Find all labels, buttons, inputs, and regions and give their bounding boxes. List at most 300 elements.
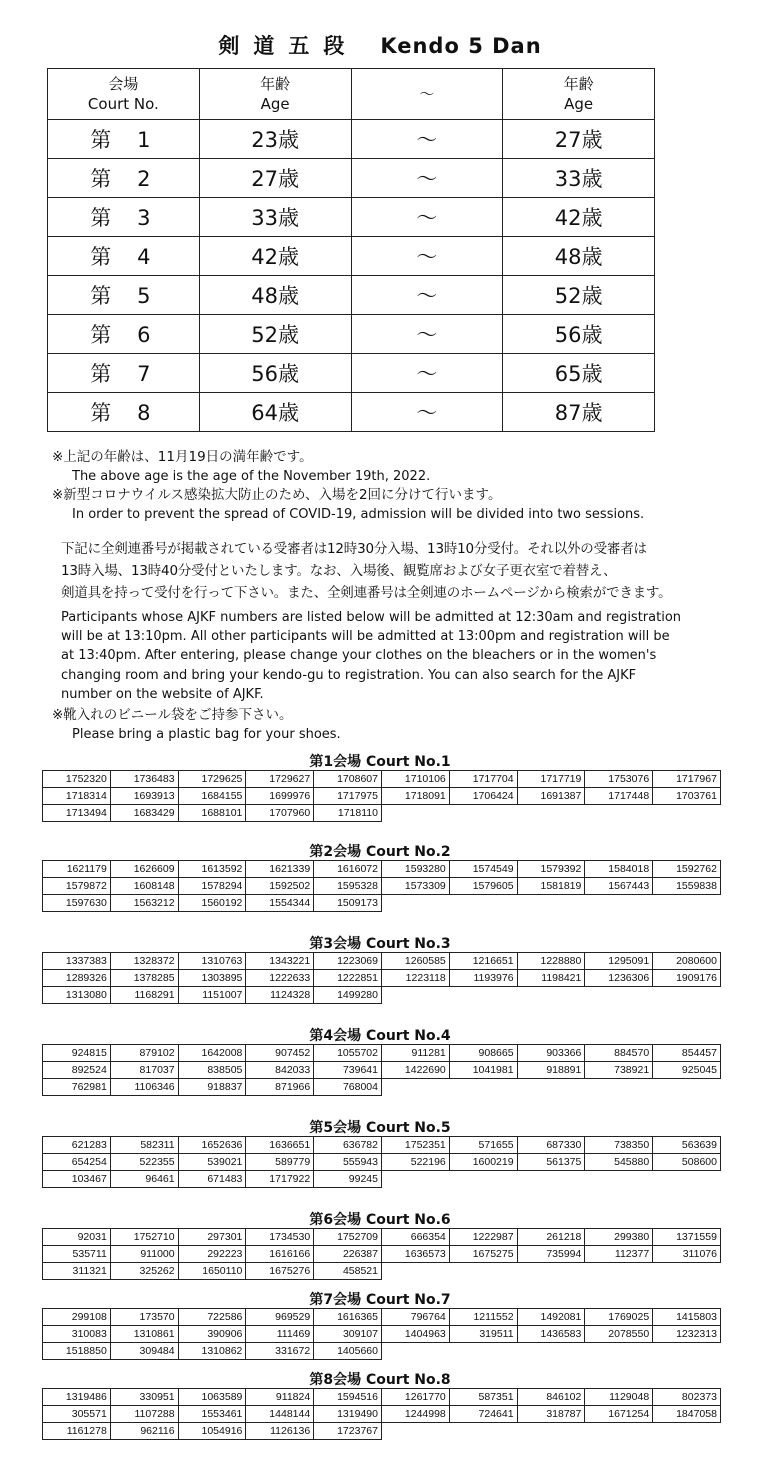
ajkf-number-cell: 1222851	[314, 970, 382, 987]
ajkf-number-cell: 1734530	[246, 1229, 314, 1246]
ajkf-number-cell: 1337383	[43, 953, 111, 970]
ajkf-number-cell: 2078550	[585, 1326, 653, 1343]
ajkf-number-cell: 325262	[110, 1263, 178, 1280]
ajkf-number-cell: 297301	[178, 1229, 246, 1246]
ajkf-number-cell: 319511	[449, 1326, 517, 1343]
empty-cell	[585, 1343, 653, 1360]
court-cell: 第4	[48, 237, 200, 276]
ajkf-number-cell: 1650110	[178, 1263, 246, 1280]
court-cell: 第8	[48, 393, 200, 432]
ajkf-number-cell: 1216651	[449, 953, 517, 970]
ajkf-number-cell: 1671254	[585, 1406, 653, 1423]
ajkf-number-cell: 1753076	[585, 771, 653, 788]
court-number-table	[42, 1308, 721, 1360]
ajkf-number-cell: 817037	[110, 1062, 178, 1079]
ajkf-number-cell: 1717704	[449, 771, 517, 788]
court-cell: 第7	[48, 354, 200, 393]
ajkf-number-cell: 1616072	[314, 861, 382, 878]
ajkf-number-cell: 555943	[314, 1154, 382, 1171]
paragraph-en-line: Participants whose AJKF numbers are listed below will be admitted at 12:30am and registration	[61, 610, 682, 625]
ajkf-number-cell: 768004	[314, 1079, 382, 1096]
ajkf-number-cell: 1717922	[246, 1171, 314, 1188]
paragraph-ja-line: 剣道具を持って受付を行って下さい。また、全剣連番号は全剣連のホームページから検索ができます。	[61, 585, 672, 601]
ajkf-number-cell: 1404963	[381, 1326, 449, 1343]
ajkf-number-cell: 1310862	[178, 1343, 246, 1360]
ajkf-number-cell: 1499280	[314, 987, 382, 1004]
ajkf-number-cell: 112377	[585, 1246, 653, 1263]
age-to-cell: 56歳	[503, 315, 655, 354]
ajkf-number-cell: 539021	[178, 1154, 246, 1171]
ajkf-number-cell: 908665	[449, 1045, 517, 1062]
ajkf-number-cell: 589779	[246, 1154, 314, 1171]
empty-cell	[653, 895, 721, 912]
ajkf-number-cell: 907452	[246, 1045, 314, 1062]
ajkf-number-cell: 1699976	[246, 788, 314, 805]
empty-cell	[381, 805, 449, 822]
tilde-cell: ～	[351, 198, 503, 237]
ajkf-number-cell: 1303895	[178, 970, 246, 987]
ajkf-number-cell: 1168291	[110, 987, 178, 1004]
ajkf-number-cell: 1295091	[585, 953, 653, 970]
ajkf-number-cell: 884570	[585, 1045, 653, 1062]
ajkf-number-cell: 1593280	[381, 861, 449, 878]
ajkf-number-cell: 918837	[178, 1079, 246, 1096]
ajkf-number-cell: 292223	[178, 1246, 246, 1263]
shoes-note-en: Please bring a plastic bag for your shoes.	[72, 727, 341, 742]
ajkf-number-cell: 1752709	[314, 1229, 382, 1246]
ajkf-number-cell: 111469	[246, 1326, 314, 1343]
ajkf-number-cell: 1041981	[449, 1062, 517, 1079]
ajkf-number-cell: 911281	[381, 1045, 449, 1062]
ajkf-number-cell: 390906	[178, 1326, 246, 1343]
empty-cell	[585, 895, 653, 912]
table-row	[43, 1062, 721, 1079]
table-row	[43, 1229, 721, 1246]
ajkf-number-cell: 1684155	[178, 788, 246, 805]
empty-cell	[653, 1263, 721, 1280]
table-row	[43, 771, 721, 788]
ajkf-number-cell: 1729625	[178, 771, 246, 788]
ajkf-number-cell: 1642008	[178, 1045, 246, 1062]
empty-cell	[381, 1079, 449, 1096]
ajkf-number-cell: 299108	[43, 1309, 111, 1326]
ajkf-number-cell: 1752710	[110, 1229, 178, 1246]
ajkf-number-cell: 1567443	[585, 878, 653, 895]
empty-cell	[653, 1423, 721, 1440]
note-covid-ja: ※新型コロナウイルス感染拡大防止のため、入場を2回に分けて行います。	[52, 487, 502, 503]
ajkf-number-cell: 879102	[110, 1045, 178, 1062]
ajkf-number-cell: 1573309	[381, 878, 449, 895]
ajkf-number-cell: 924815	[43, 1045, 111, 1062]
ajkf-number-cell: 654254	[43, 1154, 111, 1171]
ajkf-number-cell: 735994	[517, 1246, 585, 1263]
ajkf-number-cell: 1636573	[381, 1246, 449, 1263]
ajkf-number-cell: 1691387	[517, 788, 585, 805]
ajkf-number-cell: 522355	[110, 1154, 178, 1171]
paragraph-en-line: will be at 13:10pm. All other participants will be admitted at 13:00pm and registration will be	[61, 629, 670, 645]
table-row	[43, 1309, 721, 1326]
tilde-cell: ～	[351, 120, 503, 159]
header-tilde: ～	[351, 69, 503, 120]
ajkf-number-cell: 842033	[246, 1062, 314, 1079]
ajkf-number-cell: 1509173	[314, 895, 382, 912]
ajkf-number-cell: 1626609	[110, 861, 178, 878]
ajkf-number-cell: 838505	[178, 1062, 246, 1079]
court-cell: 第2	[48, 159, 200, 198]
age-row	[48, 393, 655, 432]
ajkf-number-cell: 1579392	[517, 861, 585, 878]
empty-cell	[653, 805, 721, 822]
age-row	[48, 198, 655, 237]
court-number-table	[42, 1044, 721, 1096]
age-to-cell: 65歳	[503, 354, 655, 393]
ajkf-number-cell: 925045	[653, 1062, 721, 1079]
age-from-cell: 23歳	[199, 120, 351, 159]
ajkf-number-cell: 722586	[178, 1309, 246, 1326]
court-cell: 第6	[48, 315, 200, 354]
ajkf-number-cell: 1124328	[246, 987, 314, 1004]
tilde-cell: ～	[351, 393, 503, 432]
court-number-table	[42, 952, 721, 1004]
ajkf-number-cell: 1193976	[449, 970, 517, 987]
ajkf-number-cell: 666354	[381, 1229, 449, 1246]
table-row	[43, 987, 721, 1004]
tilde-cell: ～	[351, 159, 503, 198]
ajkf-number-cell: 1581819	[517, 878, 585, 895]
court-title: 第8会場 Court No.8	[309, 1372, 451, 1388]
table-row	[43, 1246, 721, 1263]
court-title: 第3会場 Court No.3	[309, 936, 451, 952]
header-age-from: 年齢 Age	[199, 69, 351, 120]
age-row	[48, 354, 655, 393]
ajkf-number-cell: 311321	[43, 1263, 111, 1280]
ajkf-number-cell: 1151007	[178, 987, 246, 1004]
ajkf-number-cell: 1055702	[314, 1045, 382, 1062]
ajkf-number-cell: 1706424	[449, 788, 517, 805]
ajkf-number-cell: 1594516	[314, 1389, 382, 1406]
shoes-note	[52, 706, 341, 744]
title-en: Kendo 5 Dan	[380, 34, 542, 58]
ajkf-number-cell: 1909176	[653, 970, 721, 987]
ajkf-number-cell: 969529	[246, 1309, 314, 1326]
ajkf-number-cell: 330951	[110, 1389, 178, 1406]
ajkf-number-cell: 1063589	[178, 1389, 246, 1406]
age-to-cell: 42歳	[503, 198, 655, 237]
table-row	[43, 953, 721, 970]
ajkf-number-cell: 1636651	[246, 1137, 314, 1154]
ajkf-number-cell: 1688101	[178, 805, 246, 822]
ajkf-number-cell: 311076	[653, 1246, 721, 1263]
empty-cell	[381, 987, 449, 1004]
ajkf-number-cell: 1703761	[653, 788, 721, 805]
ajkf-number-cell: 724641	[449, 1406, 517, 1423]
ajkf-number-cell: 1718091	[381, 788, 449, 805]
paragraph-en-line: at 13:40pm. After entering, please change your clothes on the bleachers or in the women's	[61, 648, 657, 664]
ajkf-number-cell: 871966	[246, 1079, 314, 1096]
ajkf-number-cell: 1769025	[585, 1309, 653, 1326]
ajkf-number-cell: 535711	[43, 1246, 111, 1263]
note-age-en: The above age is the age of the November 19th, 2022.	[72, 469, 431, 484]
ajkf-number-cell: 1310861	[110, 1326, 178, 1343]
ajkf-number-cell: 1616166	[246, 1246, 314, 1263]
ajkf-number-cell: 99245	[314, 1171, 382, 1188]
table-row	[43, 1406, 721, 1423]
age-to-cell: 48歳	[503, 237, 655, 276]
table-row	[43, 1389, 721, 1406]
ajkf-number-cell: 1228880	[517, 953, 585, 970]
ajkf-number-cell: 1592502	[246, 878, 314, 895]
court-number-table	[42, 1388, 721, 1440]
ajkf-number-cell: 962116	[110, 1423, 178, 1440]
court-number-table	[42, 1228, 721, 1280]
ajkf-number-cell: 92031	[43, 1229, 111, 1246]
ajkf-number-cell: 671483	[178, 1171, 246, 1188]
age-to-cell: 87歳	[503, 393, 655, 432]
empty-cell	[585, 1423, 653, 1440]
ajkf-number-cell: 1107288	[110, 1406, 178, 1423]
ajkf-number-cell: 1343221	[246, 953, 314, 970]
ajkf-number-cell: 1574549	[449, 861, 517, 878]
paragraph-ja-line: 下記に全剣連番号が掲載されている受審者は12時30分入場、13時10分受付。それ以外の受審者は	[61, 541, 647, 557]
ajkf-number-cell: 1652636	[178, 1137, 246, 1154]
empty-cell	[517, 1079, 585, 1096]
ajkf-number-cell: 522196	[381, 1154, 449, 1171]
note-age-ja: ※上記の年齢は、11月19日の満年齢です。	[52, 449, 313, 465]
ajkf-number-cell: 1222633	[246, 970, 314, 987]
ajkf-number-cell: 1211552	[449, 1309, 517, 1326]
age-covid-notes	[52, 448, 752, 524]
empty-cell	[449, 1263, 517, 1280]
ajkf-number-cell: 687330	[517, 1137, 585, 1154]
note-covid-en: In order to prevent the spread of COVID-19, admission will be divided into two sessions.	[72, 507, 645, 522]
empty-cell	[381, 1171, 449, 1188]
ajkf-number-cell: 1223118	[381, 970, 449, 987]
empty-cell	[585, 1263, 653, 1280]
ajkf-number-cell: 1106346	[110, 1079, 178, 1096]
empty-cell	[449, 1343, 517, 1360]
paragraph-en-line: changing room and bring your kendo-gu to registration. You can also search for the AJKF	[61, 667, 637, 683]
ajkf-number-cell: 571655	[449, 1137, 517, 1154]
ajkf-number-cell: 1554344	[246, 895, 314, 912]
ajkf-number-cell: 1595328	[314, 878, 382, 895]
tilde-cell: ～	[351, 276, 503, 315]
ajkf-number-cell: 1518850	[43, 1343, 111, 1360]
ajkf-number-cell: 1717719	[517, 771, 585, 788]
court-cell: 第1	[48, 120, 200, 159]
ajkf-number-cell: 911000	[110, 1246, 178, 1263]
ajkf-number-cell: 636782	[314, 1137, 382, 1154]
ajkf-number-cell: 2080600	[653, 953, 721, 970]
table-row	[43, 1326, 721, 1343]
court-title: 第1会場 Court No.1	[309, 754, 451, 770]
ajkf-number-cell: 1222987	[449, 1229, 517, 1246]
ajkf-number-cell: 1718314	[43, 788, 111, 805]
age-from-cell: 52歳	[199, 315, 351, 354]
ajkf-number-cell: 1718110	[314, 805, 382, 822]
court-number-table	[42, 860, 721, 912]
age-from-cell: 64歳	[199, 393, 351, 432]
ajkf-number-cell: 1560192	[178, 895, 246, 912]
ajkf-number-cell: 1415803	[653, 1309, 721, 1326]
empty-cell	[449, 895, 517, 912]
age-row	[48, 315, 655, 354]
ajkf-number-cell: 738921	[585, 1062, 653, 1079]
ajkf-number-cell: 1289326	[43, 970, 111, 987]
empty-cell	[585, 1079, 653, 1096]
ajkf-number-cell: 762981	[43, 1079, 111, 1096]
ajkf-number-cell: 318787	[517, 1406, 585, 1423]
table-row	[43, 970, 721, 987]
ajkf-number-cell: 1613592	[178, 861, 246, 878]
tilde-cell: ～	[351, 237, 503, 276]
table-row	[43, 1343, 721, 1360]
age-to-cell: 52歳	[503, 276, 655, 315]
ajkf-number-cell: 331672	[246, 1343, 314, 1360]
table-row	[43, 1263, 721, 1280]
ajkf-number-cell: 1675276	[246, 1263, 314, 1280]
empty-cell	[381, 1263, 449, 1280]
age-table	[47, 68, 655, 432]
empty-cell	[517, 1263, 585, 1280]
ajkf-number-cell: 309484	[110, 1343, 178, 1360]
ajkf-number-cell: 96461	[110, 1171, 178, 1188]
ajkf-number-cell: 1328372	[110, 953, 178, 970]
ajkf-number-cell: 1422690	[381, 1062, 449, 1079]
empty-cell	[449, 987, 517, 1004]
court-title: 第2会場 Court No.2	[309, 844, 451, 860]
ajkf-number-cell: 1683429	[110, 805, 178, 822]
age-from-cell: 56歳	[199, 354, 351, 393]
age-table-header	[48, 69, 655, 120]
ajkf-number-cell: 1261770	[381, 1389, 449, 1406]
ajkf-number-cell: 1161278	[43, 1423, 111, 1440]
age-row	[48, 276, 655, 315]
table-row	[43, 1154, 721, 1171]
ajkf-number-cell: 1621179	[43, 861, 111, 878]
ajkf-number-cell: 310083	[43, 1326, 111, 1343]
ajkf-number-cell: 1244998	[381, 1406, 449, 1423]
court-title: 第5会場 Court No.5	[309, 1120, 451, 1136]
shoes-note-ja: ※靴入れのビニール袋をご持参下さい。	[52, 707, 293, 723]
ajkf-number-cell: 261218	[517, 1229, 585, 1246]
empty-cell	[449, 1423, 517, 1440]
ajkf-number-cell: 1236306	[585, 970, 653, 987]
ajkf-number-cell: 1371559	[653, 1229, 721, 1246]
ajkf-number-cell: 1729627	[246, 771, 314, 788]
ajkf-number-cell: 1708607	[314, 771, 382, 788]
empty-cell	[653, 1343, 721, 1360]
empty-cell	[517, 1171, 585, 1188]
ajkf-number-cell: 1584018	[585, 861, 653, 878]
table-row	[43, 1423, 721, 1440]
ajkf-number-cell: 1608148	[110, 878, 178, 895]
ajkf-number-cell: 621283	[43, 1137, 111, 1154]
empty-cell	[653, 987, 721, 1004]
age-to-cell: 33歳	[503, 159, 655, 198]
ajkf-number-cell: 1847058	[653, 1406, 721, 1423]
empty-cell	[517, 805, 585, 822]
age-from-cell: 48歳	[199, 276, 351, 315]
ajkf-number-cell: 1717967	[653, 771, 721, 788]
ajkf-number-cell: 1713494	[43, 805, 111, 822]
ajkf-number-cell: 1592762	[653, 861, 721, 878]
ajkf-number-cell: 1232313	[653, 1326, 721, 1343]
table-row	[43, 1079, 721, 1096]
age-from-cell: 27歳	[199, 159, 351, 198]
empty-cell	[381, 1423, 449, 1440]
ajkf-number-cell: 1710106	[381, 771, 449, 788]
age-to-cell: 27歳	[503, 120, 655, 159]
empty-cell	[585, 805, 653, 822]
ajkf-number-cell: 892524	[43, 1062, 111, 1079]
ajkf-number-cell: 1616365	[314, 1309, 382, 1326]
ajkf-number-cell: 1559838	[653, 878, 721, 895]
ajkf-number-cell: 1723767	[314, 1423, 382, 1440]
court-title: 第6会場 Court No.6	[309, 1212, 451, 1228]
header-court: 会場 Court No.	[48, 69, 200, 120]
ajkf-number-cell: 1448144	[246, 1406, 314, 1423]
court-cell: 第5	[48, 276, 200, 315]
ajkf-number-cell: 911824	[246, 1389, 314, 1406]
ajkf-number-cell: 1129048	[585, 1389, 653, 1406]
ajkf-number-cell: 1717448	[585, 788, 653, 805]
age-from-cell: 42歳	[199, 237, 351, 276]
table-row	[43, 1137, 721, 1154]
empty-cell	[517, 895, 585, 912]
ajkf-number-cell: 1578294	[178, 878, 246, 895]
ajkf-number-cell: 1198421	[517, 970, 585, 987]
table-row	[43, 878, 721, 895]
court-cell: 第3	[48, 198, 200, 237]
ajkf-number-cell: 1260585	[381, 953, 449, 970]
ajkf-number-cell: 508600	[653, 1154, 721, 1171]
age-row	[48, 120, 655, 159]
ajkf-number-cell: 173570	[110, 1309, 178, 1326]
ajkf-number-cell: 1752320	[43, 771, 111, 788]
tilde-cell: ～	[351, 315, 503, 354]
page-title	[0, 30, 760, 60]
age-from-cell: 33歳	[199, 198, 351, 237]
ajkf-number-cell: 1600219	[449, 1154, 517, 1171]
ajkf-number-cell: 309107	[314, 1326, 382, 1343]
table-row	[43, 805, 721, 822]
ajkf-number-cell: 1563212	[110, 895, 178, 912]
tilde-cell: ～	[351, 354, 503, 393]
ajkf-number-cell: 1579605	[449, 878, 517, 895]
ajkf-number-cell: 1717975	[314, 788, 382, 805]
ajkf-number-cell: 846102	[517, 1389, 585, 1406]
table-row	[43, 1045, 721, 1062]
paragraph-ja-line: 13時入場、13時40分受付といたします。なお、入場後、観覧席および女子更衣室で着替え、	[61, 563, 617, 579]
court-number-table	[42, 770, 721, 822]
ajkf-number-cell: 1693913	[110, 788, 178, 805]
age-row	[48, 237, 655, 276]
ajkf-number-cell: 1553461	[178, 1406, 246, 1423]
ajkf-number-cell: 305571	[43, 1406, 111, 1423]
table-row	[43, 861, 721, 878]
table-row	[43, 895, 721, 912]
ajkf-number-cell: 1310763	[178, 953, 246, 970]
title-ja: 剣道五段	[218, 34, 359, 58]
ajkf-number-cell: 582311	[110, 1137, 178, 1154]
empty-cell	[449, 805, 517, 822]
empty-cell	[585, 987, 653, 1004]
ajkf-number-cell: 1621339	[246, 861, 314, 878]
ajkf-number-cell: 802373	[653, 1389, 721, 1406]
ajkf-number-cell: 903366	[517, 1045, 585, 1062]
ajkf-number-cell: 545880	[585, 1154, 653, 1171]
admission-paragraph	[61, 538, 741, 704]
